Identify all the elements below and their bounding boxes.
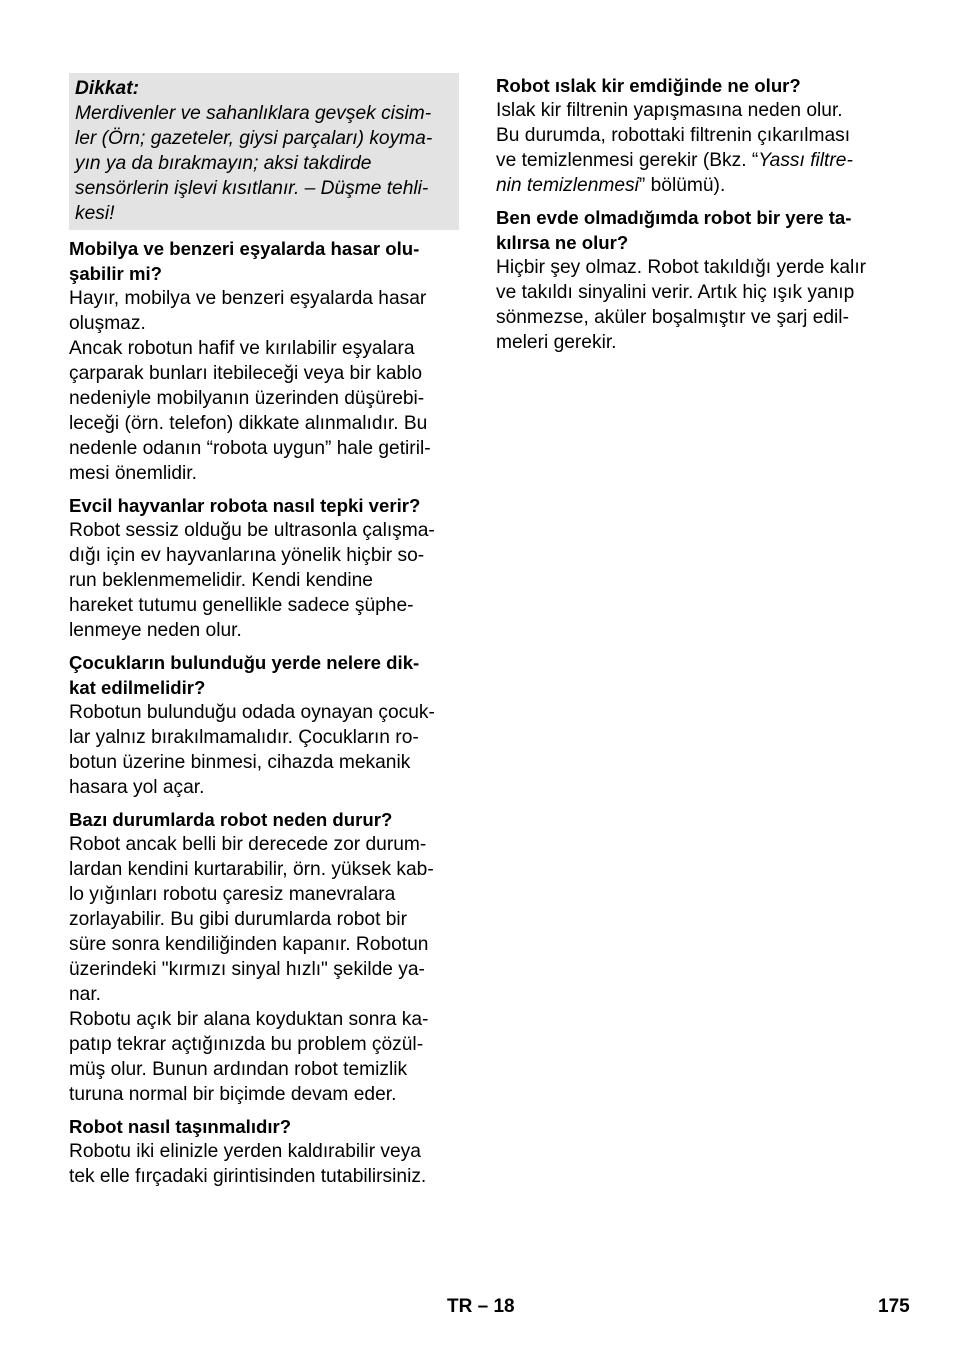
faq-pets (69, 493, 459, 643)
answer-text: Islak kir filtrenin yapışmasına neden olur. Bu durumda, robottaki filtrenin çıkarılması ve temizlenmesi gerekir (Bkz. “ (496, 100, 851, 171)
faq-carrying (69, 1114, 459, 1189)
faq-question: Mobilya ve benzeri eşyalarda hasar olu- şabilir mi? (69, 238, 420, 284)
faq-children (69, 650, 459, 800)
footer-page-number: 175 (878, 1296, 910, 1317)
faq-answer: Hayır, mobilya ve benzeri eşyalarda hasar oluşmaz. (69, 288, 427, 334)
faq-answer: Robotun bulunduğu odada oynayan çocuk- lar yalnız bırakılmamalıdır. Çocukların ro- botun üzerine binmesi, cihazda mekanik hasara yol açar. (69, 702, 435, 798)
faq-wet-dirt (496, 73, 886, 198)
faq-answer: Ancak robotun hafif ve kırılabilir eşyalara çarparak bunları itebileceği veya bir kablo nedeniyle mobilyanın üzerinden düşürebi- leceği (örn. telefon) dikkate alınmalıdır. Bu nedenle odanın “robota uygun” hale getiril- mesi önemlidir. (69, 338, 431, 484)
faq-stuck-away (496, 205, 886, 355)
faq-question: Robot nasıl taşınmalıdır? (69, 1116, 292, 1137)
faq-answer (496, 98, 886, 198)
right-column (496, 73, 886, 362)
left-column (69, 73, 459, 1196)
faq-answer: Robot sessiz olduğu be ultrasonla çalışma- dığı için ev hayvanlarına yönelik hiçbir so- run beklenmemelidir. Kendi kendine hareket tutumu genellikle sadece şüphe- lenmeye neden olur. (69, 520, 435, 641)
caution-title: Dikkat: (75, 78, 139, 99)
answer-text: ” bölümü). (638, 175, 726, 196)
faq-answer: Robotu açık bir alana koyduktan sonra ka- patıp tekrar açtığınızda bu problem çözül- müş olur. Bunun ardından robot temizlik turuna normal bir biçimde devam eder. (69, 1009, 429, 1105)
caution-notice (69, 73, 459, 230)
faq-answer: Robotu iki elinizle yerden kaldırabilir veya tek elle fırçadaki girintisinden tutabilirsiniz. (69, 1141, 427, 1187)
footer-language-page: TR – 18 (447, 1296, 515, 1317)
faq-question: Evcil hayvanlar robota nasıl tepki verir? (69, 495, 421, 516)
faq-question: Bazı durumlarda robot neden durur? (69, 809, 393, 830)
faq-question: Çocukların bulunduğu yerde nelere dik- kat edilmelidir? (69, 652, 420, 698)
faq-robot-stops (69, 807, 459, 1107)
faq-question: Ben evde olmadığımda robot bir yere ta- kılırsa ne olur? (496, 207, 852, 253)
faq-furniture-damage (69, 236, 459, 486)
faq-answer: Hiçbir şey olmaz. Robot takıldığı yerde kalır ve takıldı sinyalini verir. Artık hiç ışık yanıp sönmezse, aküler boşalmıştır ve şarj edil- meleri gerekir. (496, 257, 867, 353)
faq-answer: Robot ancak belli bir derecede zor durum- lardan kendini kurtarabilir, örn. yüksek kab- lo yığınları robotu çaresiz manevralara zorlayabilir. Bu gibi durumlarda robot bir süre sonra kendiliğinden kapanır. Robotun üzerindeki "kırmızı sinyal hızlı" şekilde ya- nar. (69, 834, 434, 1005)
faq-question: Robot ıslak kir emdiğinde ne olur? (496, 75, 801, 96)
section-reference: Yassı filtre- nin temizlenmesi (496, 150, 853, 196)
caution-text: Merdivenler ve sahanlıklara gevşek cisim- ler (Örn; gazeteler, giysi parçaları) koyma- yın ya da bırakmayın; aksi takdirde sensörlerin işlevi kısıtlanır. – Düşme tehli- kesi! (75, 103, 433, 224)
